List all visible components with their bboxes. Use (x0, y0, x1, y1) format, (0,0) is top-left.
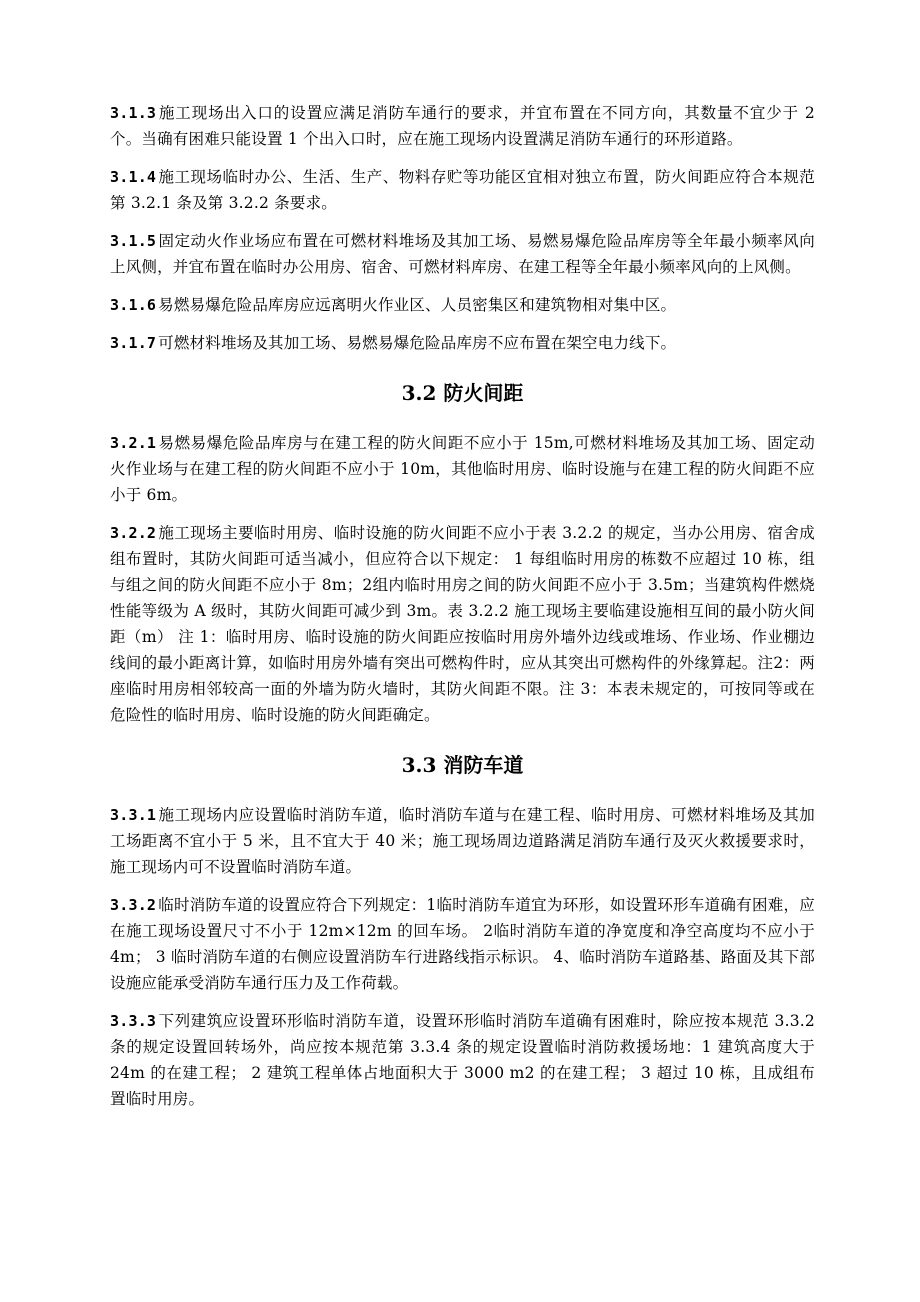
clause-text: 施工现场出入口的设置应满足消防车通行的要求，并宜布置在不同方向，其数量不宜少于 2 个。当确有困难只能设置 1 个出入口时，应在施工现场内设置满足消防车通行的环形道路。 (110, 104, 815, 148)
clause-text: 可燃材料堆场及其加工场、易燃易爆危险品库房不应布置在架空电力线下。 (158, 334, 677, 352)
clause-number: 3.2.2 (110, 524, 157, 542)
clause-number: 3.1.3 (110, 104, 157, 122)
paragraph-3-1-7 (110, 330, 815, 356)
clause-text: 施工现场临时办公、生活、生产、物料存贮等功能区宜相对独立布置，防火间距应符合本规范第 3.2.1 条及第 3.2.2 条要求。 (110, 168, 815, 212)
section-3-1 (110, 100, 815, 356)
clause-number: 3.1.5 (110, 232, 157, 250)
section-3-2 (110, 378, 815, 728)
clause-number: 3.3.2 (110, 896, 157, 914)
clause-text: 易燃易爆危险品库房与在建工程的防火间距不应小于 15m,可燃材料堆场及其加工场、固定动火作业场与在建工程的防火间距不应小于 10m，其他临时用房、临时设施与在建工程的防火间距不应小于 6m。 (110, 434, 815, 504)
document-page (110, 100, 815, 1124)
section-heading-fire-spacing: 3.2 防火间距 (401, 381, 524, 405)
clause-text: 临时消防车道的设置应符合下列规定：1临时消防车道宜为环形，如设置环形车道确有困难，应在施工现场设置尺寸不小于 12m×12m 的回车场。 2临时消防车道的净宽度和净空高度均不应小于 4m； 3 临时消防车道的右侧应设置消防车行进路线指示标识。 4、临时消防车道路基、路面及其下部设施应能承受消防车通行压力及工作荷载。 (110, 896, 815, 992)
paragraph-3-3-1 (110, 802, 815, 880)
paragraph-3-3-3 (110, 1008, 815, 1112)
clause-number: 3.3.3 (110, 1012, 157, 1030)
paragraph-3-1-3 (110, 100, 815, 152)
clause-text: 下列建筑应设置环形临时消防车道，设置环形临时消防车道确有困难时，除应按本规范 3.3.2 条的规定设置回转场外，尚应按本规范第 3.3.4 条的规定设置临时消防救援场地：1 建筑高度大于 24m 的在建工程； 2 建筑工程单体占地面积大于 3000 m2 的在建工程； 3 超过 10 栋，且成组布置临时用房。 (110, 1012, 815, 1108)
clause-number: 3.1.6 (110, 296, 157, 314)
section-heading-fire-lane: 3.3 消防车道 (401, 753, 524, 777)
clause-text: 施工现场主要临时用房、临时设施的防火间距不应小于表 3.2.2 的规定，当办公用房、宿舍成组布置时，其防火间距可适当减小，但应符合以下规定： 1 每组临时用房的栋数不应超过 10 栋，组与组之间的防火间距不应小于 8m；2组内临时用房之间的防火间距不应小于 3.5m；当建筑构件燃烧性能等级为 A 级时，其防火间距可减少到 3m。表 3.2.2 施工现场主要临建设施相互间的最小防火间距（m） 注 1：临时用房、临时设施的防火间距应按临时用房外墙外边线或堆场、作业场、作业棚边线间的最小距离计算，如临时用房外墙有突出可燃构件时，应从其突出可燃构件的外缘算起。注2：两座临时用房相邻较高一面的外墙为防火墙时，其防火间距不限。注 3：本表未规定的，可按同等或在危险性的临时用房、临时设施的防火间距确定。 (110, 524, 815, 724)
clause-text: 固定动火作业场应布置在可燃材料堆场及其加工场、易燃易爆危险品库房等全年最小频率风向上风侧，并宜布置在临时办公用房、宿舍、可燃材料库房、在建工程等全年最小频率风向的上风侧。 (110, 232, 815, 276)
clause-number: 3.2.1 (110, 434, 157, 452)
paragraph-3-2-1 (110, 430, 815, 508)
clause-number: 3.1.4 (110, 168, 157, 186)
paragraph-3-1-5 (110, 228, 815, 280)
clause-text: 施工现场内应设置临时消防车道，临时消防车道与在建工程、临时用房、可燃材料堆场及其加工场距离不宜小于 5 米，且不宜大于 40 米；施工现场周边道路满足消防车通行及灭火救援要求时，施工现场内可不设置临时消防车道。 (110, 806, 815, 876)
clause-number: 3.1.7 (110, 334, 157, 352)
section-3-3 (110, 750, 815, 1112)
paragraph-3-2-2 (110, 520, 815, 728)
paragraph-3-3-2 (110, 892, 815, 996)
paragraph-3-1-6 (110, 292, 815, 318)
clause-number: 3.3.1 (110, 806, 157, 824)
paragraph-3-1-4 (110, 164, 815, 216)
clause-text: 易燃易爆危险品库房应远离明火作业区、人员密集区和建筑物相对集中区。 (158, 296, 677, 314)
